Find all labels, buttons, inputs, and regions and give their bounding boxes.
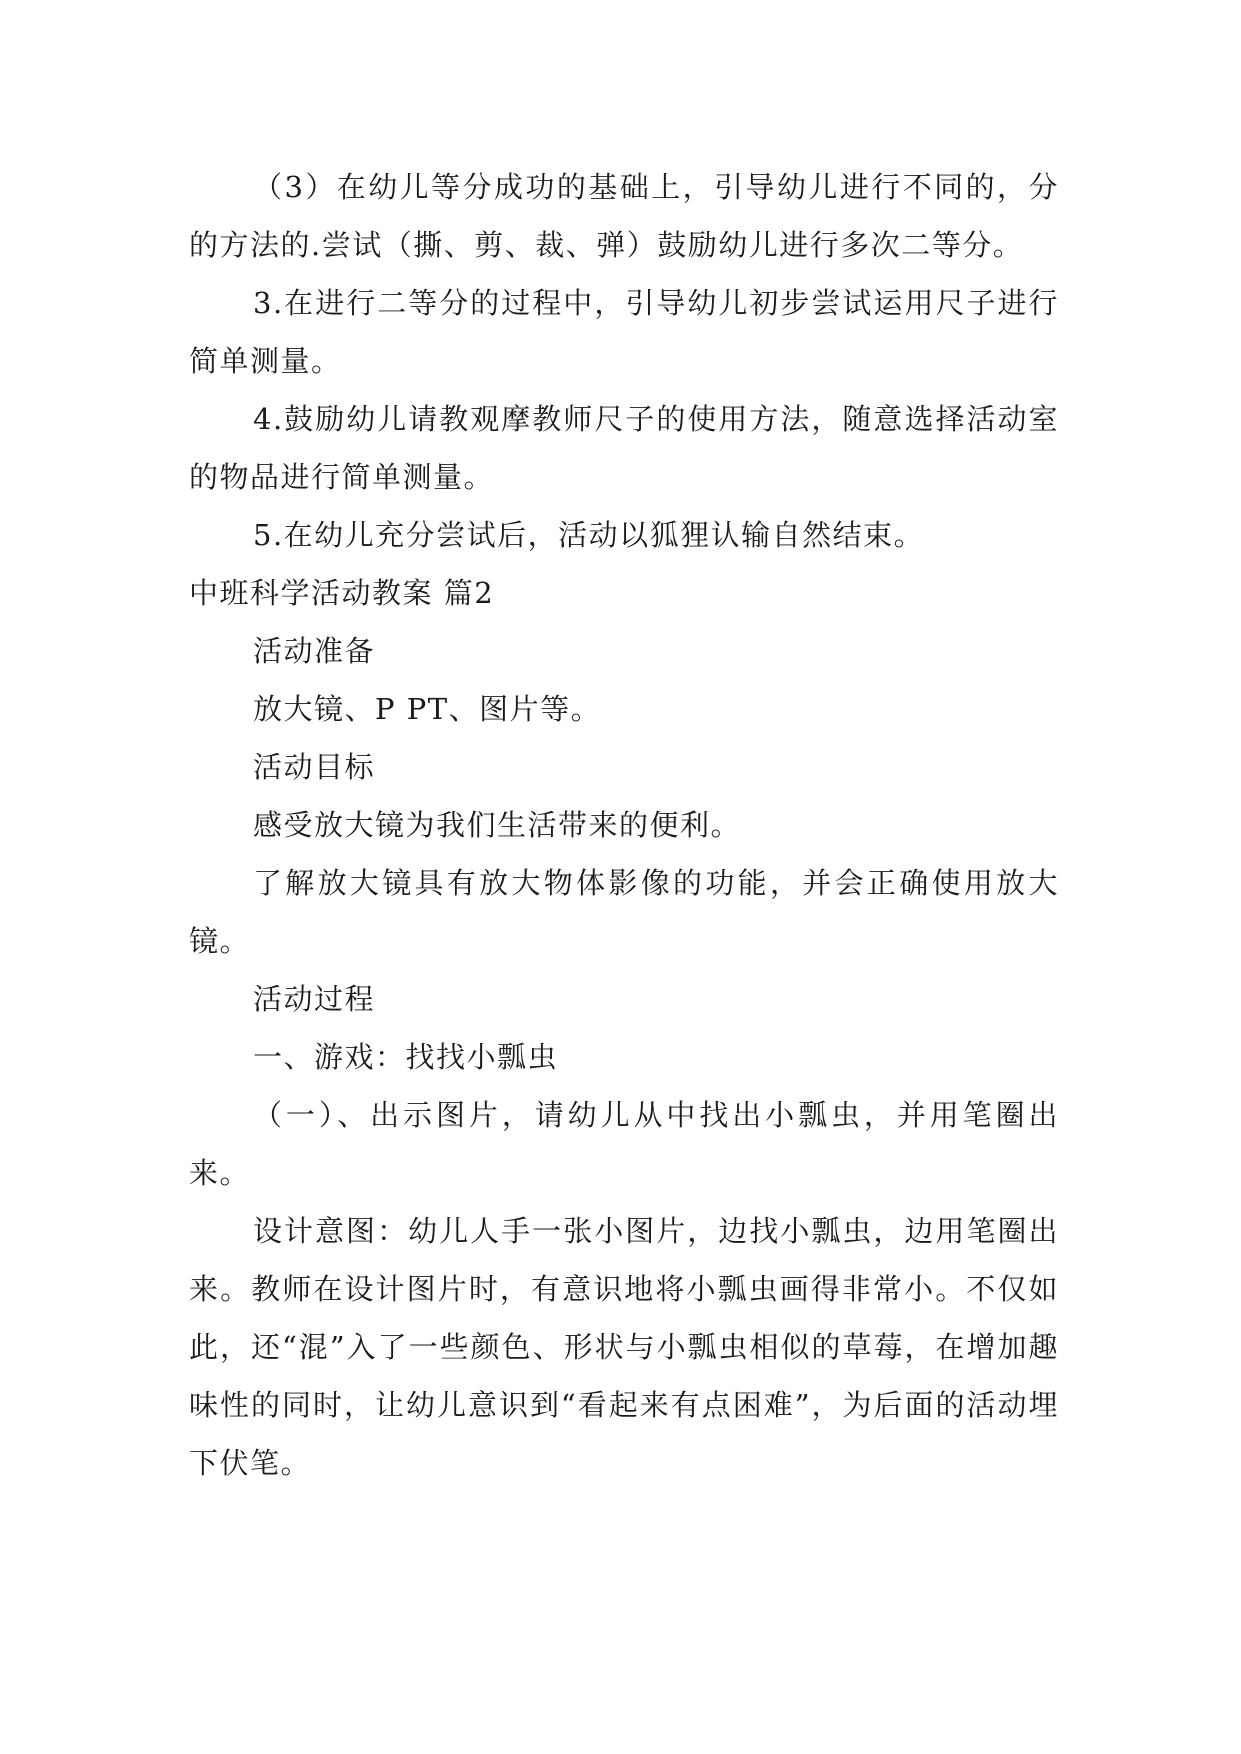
paragraph-materials: 放大镜、P PT、图片等。 bbox=[253, 692, 602, 726]
paragraph-design-intent: 设计意图：幼儿人手一张小图片，边找小瓢虫，边用笔圈出来。教师在设计图片时，有意识地将小瓢虫画得非常小。不仅如此，还“混”入了一些颜色、形状与小瓢虫相似的草莓，在增加趣味性的同时，让幼儿意识到“看起来有点困难”，为后面的活动埋下伏笔。 bbox=[189, 1214, 1059, 1480]
paragraph-activity-end: 5.在幼儿充分尝试后，活动以狐狸认输自然结束。 bbox=[253, 518, 925, 552]
paragraph-observe-teacher-ruler: 4.鼓励幼儿请教观摩教师尺子的使用方法，随意选择活动室的物品进行简单测量。 bbox=[189, 402, 1059, 494]
subheading-preparation: 活动准备 bbox=[253, 634, 376, 668]
paragraph-ruler-measurement: 3.在进行二等分的过程中，引导幼儿初步尝试运用尺子进行简单测量。 bbox=[189, 286, 1059, 378]
subheading-goals: 活动目标 bbox=[253, 750, 376, 784]
section-title: 中班科学活动教案 篇2 bbox=[189, 576, 495, 610]
subheading-game: 一、游戏：找找小瓢虫 bbox=[253, 1040, 559, 1074]
paragraph-goal-2: 了解放大镜具有放大物体影像的功能，并会正确使用放大镜。 bbox=[189, 866, 1059, 958]
paragraph-show-picture: （一）、出示图片，请幼儿从中找出小瓢虫，并用笔圈出来。 bbox=[189, 1098, 1059, 1190]
paragraph-goal-1: 感受放大镜为我们生活带来的便利。 bbox=[253, 808, 742, 842]
paragraph-equal-division-methods: （3）在幼儿等分成功的基础上，引导幼儿进行不同的，分的方法的.尝试（撕、剪、裁、弹）鼓励幼儿进行多次二等分。 bbox=[189, 170, 1059, 262]
subheading-process: 活动过程 bbox=[253, 982, 376, 1016]
document-body bbox=[189, 158, 1059, 1492]
